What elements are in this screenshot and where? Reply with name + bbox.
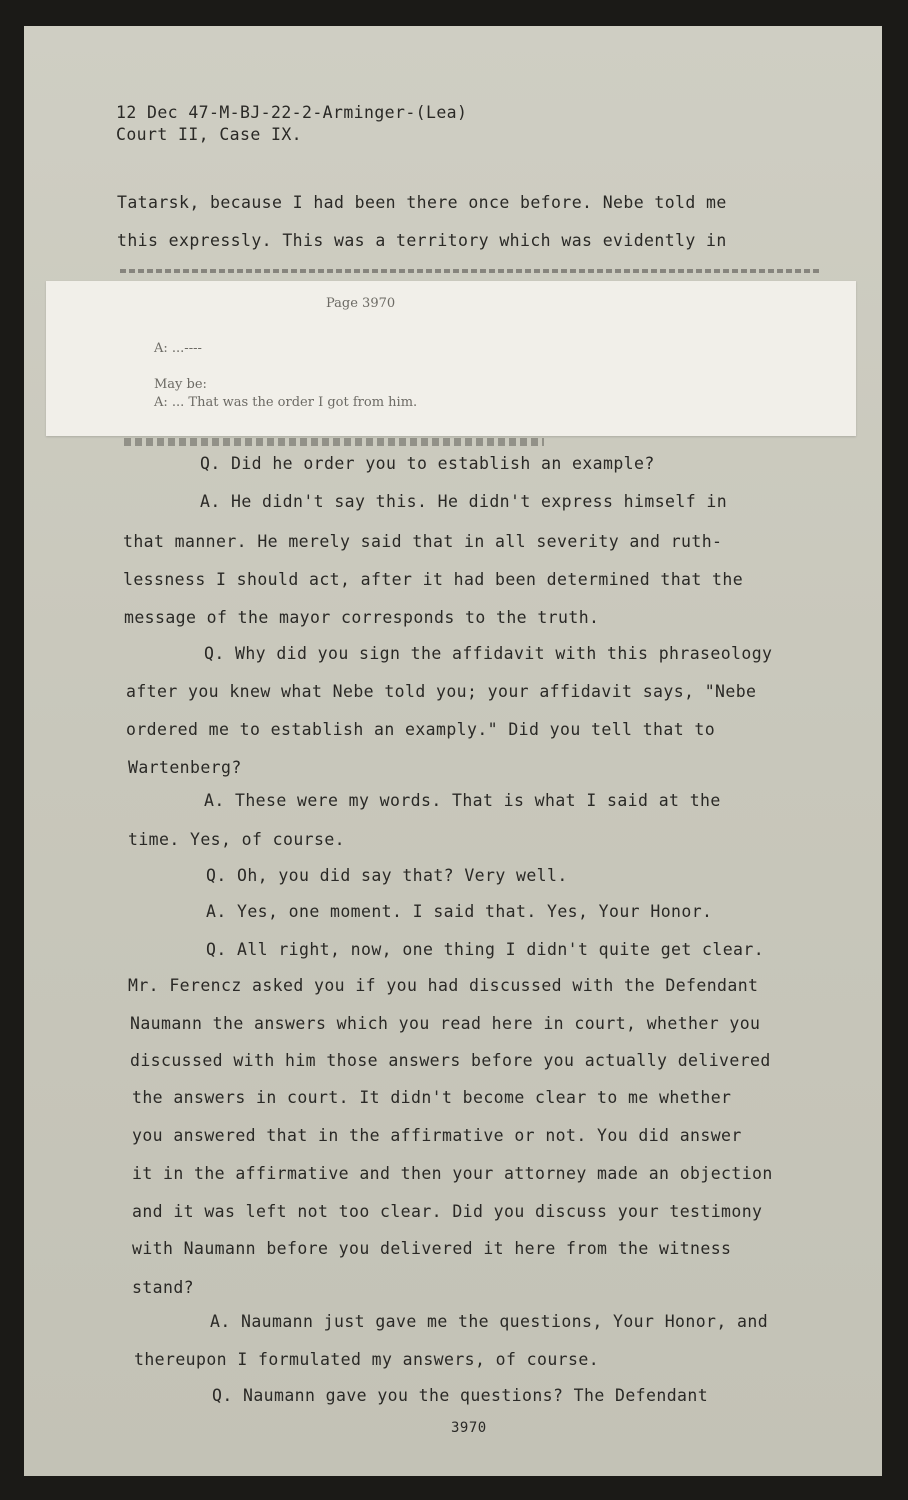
cutoff-text-top	[120, 269, 840, 281]
body-line: that manner. He merely said that in all severity and ruth-	[123, 532, 723, 551]
document-page	[24, 26, 882, 1476]
body-line: Wartenberg?	[128, 758, 242, 777]
body-line: Q. All right, now, one thing I didn't quite get clear.	[206, 940, 765, 959]
body-line: A. He didn't say this. He didn't express himself in	[200, 492, 728, 511]
body-line: A. Naumann just gave me the questions, Your Honor, and	[210, 1312, 769, 1331]
body-line: with Naumann before you delivered it here from the witness	[132, 1239, 732, 1258]
body-line: stand?	[132, 1278, 195, 1297]
body-line: Mr. Ferencz asked you if you had discussed with the Defendant	[128, 976, 759, 995]
cutoff-text-bottom	[124, 438, 544, 446]
body-line: A. Yes, one moment. I said that. Yes, Your Honor.	[206, 902, 713, 921]
body-line: Naumann the answers which you read here in court, whether you	[130, 1014, 761, 1033]
slip-line-2: May be:	[154, 377, 207, 392]
body-line: Q. Did he order you to establish an example?	[200, 454, 655, 473]
body-line: time. Yes, of course.	[128, 830, 346, 849]
header-line-2: Court II, Case IX.	[116, 125, 303, 144]
body-line: Q. Naumann gave you the questions? The Defendant	[212, 1386, 709, 1405]
page-number: 3970	[451, 1420, 487, 1436]
document-header	[116, 102, 467, 146]
body-line: ordered me to establish an examply." Did you tell that to	[126, 720, 716, 739]
body-line: Q. Oh, you did say that? Very well.	[206, 866, 568, 885]
body-line: A. These were my words. That is what I said at the	[204, 791, 721, 810]
body-line: Q. Why did you sign the affidavit with this phraseology	[204, 644, 773, 663]
body-line: thereupon I formulated my answers, of course.	[134, 1350, 600, 1369]
slip-line-1: A: ...----	[154, 341, 202, 356]
correction-slip	[46, 281, 856, 436]
body-line: after you knew what Nebe told you; your affidavit says, "Nebe	[126, 682, 757, 701]
body-line: message of the mayor corresponds to the truth.	[124, 608, 600, 627]
body-line: this expressly. This was a territory which was evidently in	[117, 231, 727, 250]
body-line: you answered that in the affirmative or not. You did answer	[132, 1126, 742, 1145]
header-line-1: 12 Dec 47-M-BJ-22-2-Arminger-(Lea)	[116, 103, 468, 122]
body-line: lessness I should act, after it had been determined that the	[123, 570, 744, 589]
slip-title: Page 3970	[326, 296, 396, 311]
body-line: and it was left not too clear. Did you discuss your testimony	[132, 1202, 763, 1221]
body-line: the answers in court. It didn't become clear to me whether	[132, 1088, 732, 1107]
slip-line-3: A: ... That was the order I got from him.	[154, 395, 418, 410]
body-line: it in the affirmative and then your attorney made an objection	[132, 1164, 773, 1183]
body-line: Tatarsk, because I had been there once before. Nebe told me	[117, 193, 727, 212]
body-line: discussed with him those answers before you actually delivered	[130, 1051, 771, 1070]
